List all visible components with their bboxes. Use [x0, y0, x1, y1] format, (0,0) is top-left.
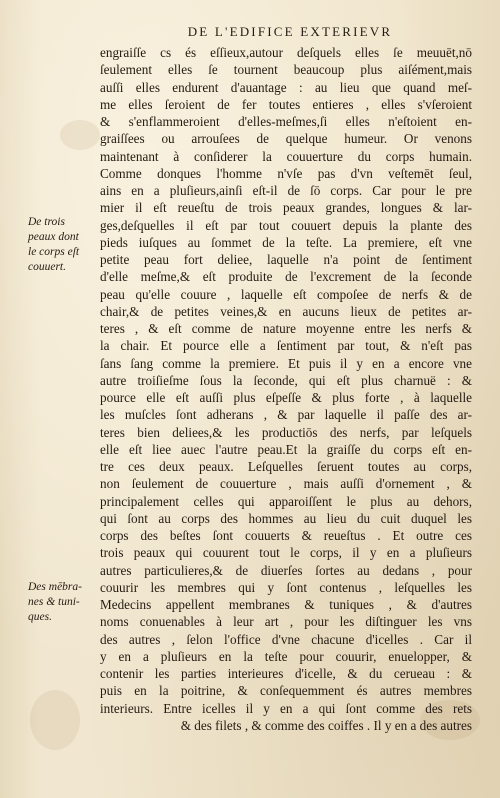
- text-line: corps des beſtes ſont couuerts & reueſtus . Et outre ces: [100, 528, 472, 543]
- text-line: Comme donques l'homme n'vſe pas d'vn veſtemēt ſeul,: [100, 165, 472, 181]
- text-line: ains en a pluſieurs,ainſi eſt-il de ſō corps. Car pour le pre: [100, 183, 472, 198]
- text-line: ſans ſang comme la premiere. Et puis il y en a encore vne: [100, 355, 472, 371]
- text-line: tre ces deux peaux. Leſquelles ſeruent toutes au corps,: [100, 459, 472, 474]
- text-line: autres particulieres,& de diuerſes ſortes au dedans , pour: [100, 562, 472, 578]
- text-line: maintenant à conſiderer la couuerture du corps humain.: [100, 148, 472, 164]
- text-line: des autres , ſelon l'office d'vne chacune d'icelles . Car il: [100, 631, 472, 647]
- text-line: me elles ſeroient de fer toutes entieres , elles s'vſeroient: [100, 96, 472, 112]
- body-text: [100, 44, 472, 734]
- text-line: principalement celles qui apparoiſſent le plus au dehors,: [100, 493, 472, 509]
- text-line: qui ſont au corps des hommes au lieu du cuit duquel les: [100, 510, 472, 526]
- text-line: auſſi elles endurent d'auantage : au lieu que quand meſ-: [100, 79, 472, 95]
- text-line: & des filets , & comme des coiffes . Il y en a des autres: [180, 717, 472, 733]
- text-line: les muſcles ſont adherans , & par laquelle il paſſe des ar-: [100, 407, 472, 423]
- text-line: d'elle meſme,& eſt produite de l'excrement de la ſeconde: [100, 269, 472, 285]
- text-line: puis en la poitrine, & conſequemment és autres membres: [100, 683, 472, 699]
- margin-note-membranes: [28, 580, 96, 625]
- margin-note-line: le corps eſt: [28, 246, 80, 258]
- text-line: autre troiſieſme ſous la ſeconde, qui eſt plus charnuë : &: [100, 372, 472, 388]
- text-line: pource elle eſt auſſi plus eſpeſſe & plus forte , à laquelle: [100, 390, 472, 405]
- margin-note-line: couuert.: [28, 261, 67, 273]
- margin-note-line: peaux dont: [28, 231, 79, 243]
- margin-note-line: ques.: [28, 611, 52, 623]
- text-line: pieds iuſques au ſommet de la teſte. La premiere, eſt vne: [100, 234, 472, 250]
- text-line: petite peau fort deliee, laquelle n'a point de ſentiment: [100, 252, 472, 267]
- text-line: mier il eſt reueſtu de trois peaux grandes, longues & lar-: [100, 200, 472, 216]
- paper-stain: [60, 120, 100, 150]
- text-line: peau qu'elle couure , laquelle eſt compoſee de nerfs & de: [100, 286, 472, 302]
- text-line: teres bien deliees,& les productiōs des nerfs, par leſquels: [100, 424, 472, 440]
- text-line: teres , & eſt comme de nature moyenne entre les nerfs &: [100, 321, 472, 336]
- margin-note-line: De trois: [28, 216, 65, 228]
- text-line: elle eſt liee auec l'autre peau.Et la graiſſe du corps eſt en-: [100, 441, 472, 457]
- text-line: ges,deſquelles il eſt par tout couuert depuis la plante des: [100, 217, 472, 233]
- text-line: engraiſſe cs és eſſieux,autour deſquels elles ſe meuuēt,nō: [100, 45, 472, 60]
- text-line: non ſeulement de couuerture , mais auſſi d'ornement , &: [100, 476, 472, 492]
- margin-note-skins: [28, 215, 96, 275]
- text-line: y en a pluſieurs en la teſte pour couurir, enuelopper, &: [100, 648, 472, 664]
- paper-stain: [30, 690, 80, 750]
- text-line: contenir les parties interieures d'icelle, & du cerueau : &: [100, 666, 472, 681]
- text-line: Medecins appellent membranes & tuniques , & d'autres: [100, 597, 472, 612]
- text-line: graiſſees ou arrouſees de quelque humeur. Or venons: [100, 131, 472, 147]
- text-line: la chair. Et pource elle a ſentiment par tout, & n'eſt pas: [100, 338, 472, 354]
- text-line: chair,& de petites veines,& en aucuns lieux de petites ar-: [100, 303, 472, 319]
- text-line: noms conuenables à leur art , pour les diſtinguer les vns: [100, 614, 472, 630]
- margin-note-line: nes & tuni-: [28, 596, 80, 608]
- text-line: ſeulement elles ſe tournent beaucoup plus aiſément,mais: [100, 62, 472, 78]
- text-line: & s'enflammeroient d'elles-meſmes,ſi elles n'eſtoient en-: [100, 114, 472, 129]
- text-line: interieurs. Entre icelles il y en a qui ſont comme des rets: [100, 700, 472, 716]
- text-line: couurir les membres qui y ſont contenus , leſquelles les: [100, 579, 472, 595]
- text-line: trois peaux qui couurent tout le corps, il y en a pluſieurs: [100, 545, 472, 561]
- margin-note-line: Des mēbra-: [28, 581, 82, 593]
- running-head: DE L'EDIFICE EXTERIEVR: [187, 24, 393, 39]
